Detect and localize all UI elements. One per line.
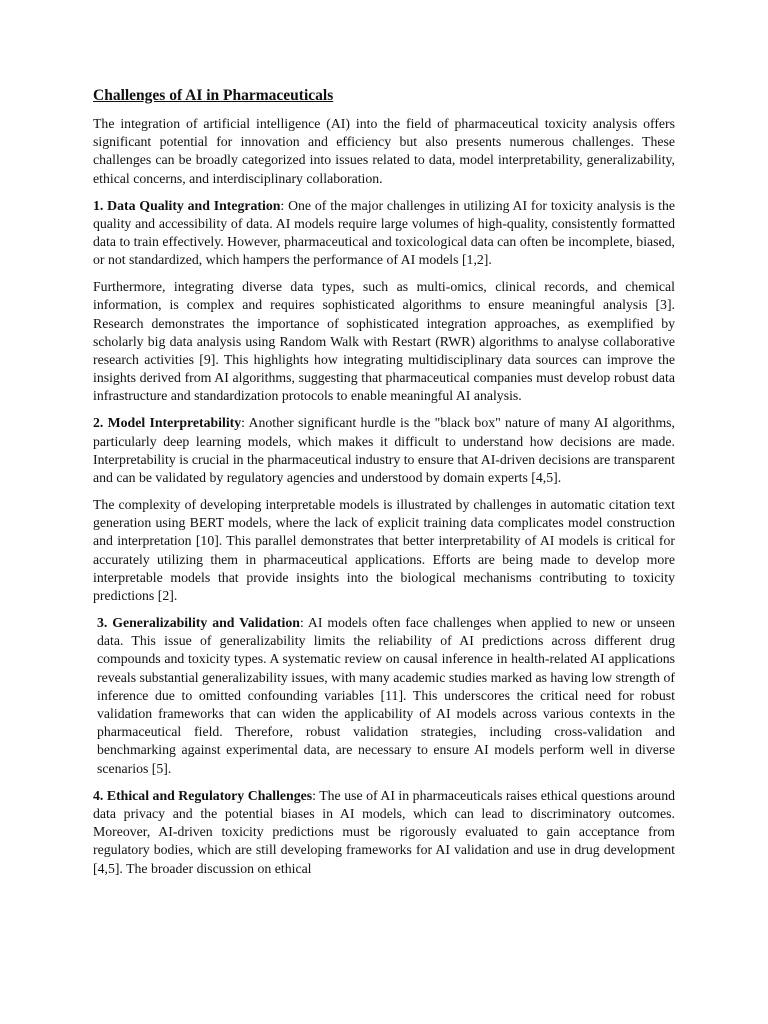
- section-3-text: : AI models often face challenges when applied to new or unseen data. This issue of generalizability limits the reliability of AI predictions across different drug compounds and toxicity types. A systematic review on causal inference in health-related AI applications reveals substantial generalizability issues, with many academic studies marked as having low strength of inference due to omitted confounding variables [11]. This underscores the critical need for robust validation frameworks that can widen the applicability of AI models across various contexts in the pharmaceutical field. Therefore, robust validation strategies, including cross-validation and benchmarking against experimental data, are necessary to ensure AI models perform well in diverse scenarios [5].: [97, 615, 675, 776]
- section-4-paragraph: [93, 787, 675, 878]
- section-3-paragraph: [93, 614, 675, 778]
- section-2-paragraph: [93, 414, 675, 487]
- section-2-followup-paragraph: The complexity of developing interpretable models is illustrated by challenges in automatic citation text generation using BERT models, where the lack of explicit training data complicates model construction and interpretation [10]. This parallel demonstrates that better interpretability of AI models is critical for accurately utilizing them in pharmaceutical applications. Efforts are being made to develop more interpretable models that provide insights into the biological mechanisms contributing to toxicity predictions [2].: [93, 497, 675, 604]
- section-2-text: : Another significant hurdle is the "black box" nature of many AI algorithms, particularly deep learning models, which makes it difficult to understand how decisions are made. Interpretability is crucial in the pharmaceutical industry to ensure that AI-driven decisions are transparent and can be validated by regulatory agencies and understood by domain experts [4,5].: [93, 415, 675, 486]
- section-3-heading: 3. Generalizability and Validation: [97, 615, 300, 631]
- document-page: [93, 86, 675, 887]
- section-4-text: : The use of AI in pharmaceuticals raises ethical questions around data privacy and the potential biases in AI models, which can lead to discriminatory outcomes. Moreover, AI-driven toxicity predictions must be rigorously evaluated to gain acceptance from regulatory bodies, which are still developing frameworks for AI validation and use in drug development [4,5]. The broader discussion on ethical: [93, 787, 675, 876]
- section-1-paragraph: [93, 197, 675, 270]
- section-4-heading: 4. Ethical and Regulatory Challenges: [93, 787, 313, 803]
- section-1-followup-paragraph: Furthermore, integrating diverse data types, such as multi-omics, clinical records, and chemical information, is complex and requires sophisticated algorithms to ensure meaningful analysis [3]. Research demonstrates the importance of sophisticated integration approaches, as exemplified by scholarly big data analysis using Random Walk with Restart (RWR) algorithms to analyse collaborative research activities [9]. This highlights how integrating multidisciplinary data sources can improve the insights derived from AI algorithms, suggesting that pharmaceutical companies must develop robust data infrastructure and standardization protocols to enable meaningful AI analysis.: [93, 279, 675, 404]
- section-1-text: : One of the major challenges in utilizing AI for toxicity analysis is the quality and accessibility of data. AI models require large volumes of high-quality, consistently formatted data to train effectively. However, pharmaceutical and toxicological data can often be incomplete, biased, or not standardized, which hampers the performance of AI models [1,2].: [93, 197, 675, 268]
- section-2-heading: 2. Model Interpretability: [93, 415, 242, 431]
- intro-paragraph: The integration of artificial intelligence (AI) into the field of pharmaceutical toxicity analysis offers significant potential for innovation and efficiency but also presents numerous challenges. These challenges can be broadly categorized into issues related to data, model interpretability, generalizability, ethical concerns, and interdisciplinary collaboration.: [93, 116, 675, 186]
- section-1-heading: 1. Data Quality and Integration: [93, 197, 281, 213]
- document-title: Challenges of AI in Pharmaceuticals: [93, 87, 334, 104]
